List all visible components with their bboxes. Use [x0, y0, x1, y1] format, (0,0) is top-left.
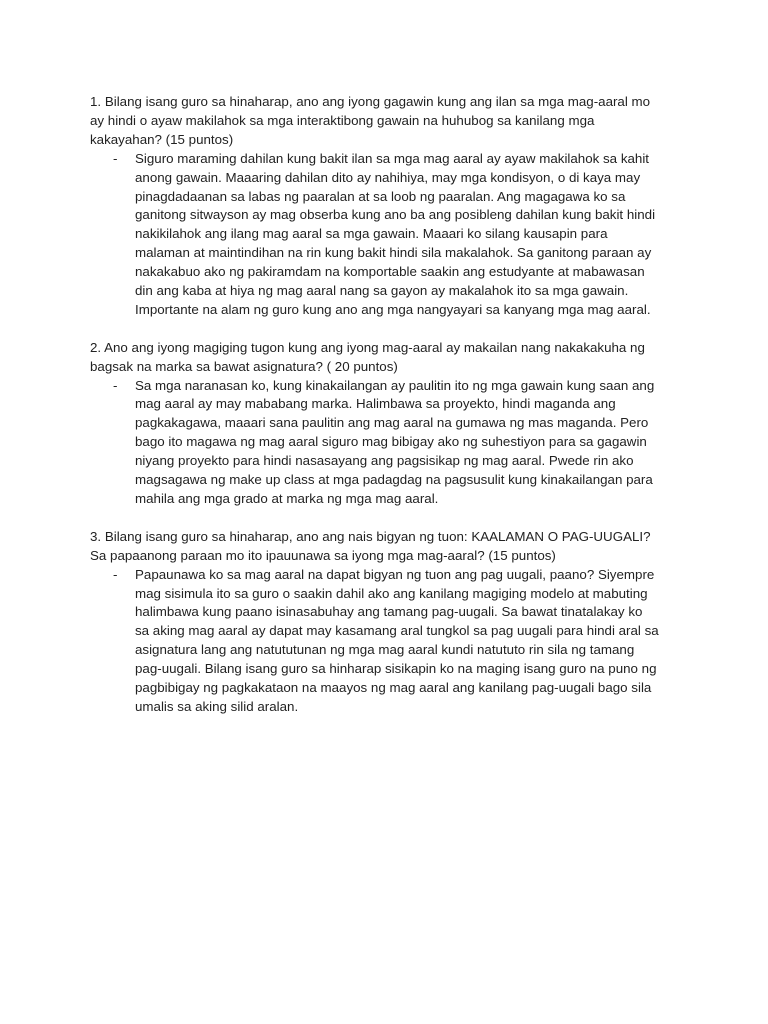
- answer-1-line: Importante na alam ng guro kung ano ang mga nangyayari sa kanyang mga mag aaral.: [135, 301, 651, 317]
- answer-2-line: bago ito magawa ng mag aaral siguro mag bibigay ako ng suhestiyon para sa gagawin: [135, 434, 647, 450]
- question-1-line: ay hindi o ayaw makilahok sa mga interaktibong gawain na huhubog sa kanilang mga: [90, 112, 595, 128]
- question-1: [90, 93, 686, 150]
- answer-3-line: asignatura lang ang natututunan ng mga mag aaral kundi natututo rin sila ng tamang: [135, 642, 635, 658]
- answer-3: [135, 566, 686, 717]
- bullet-dash: -: [113, 377, 118, 393]
- answer-1-row: [90, 150, 686, 320]
- question-3-line: 3. Bilang isang guro sa hinaharap, ano ang nais bigyan ng tuon: KAALAMAN O PAG-UUGALI?: [90, 528, 651, 544]
- question-block-3: [90, 528, 686, 717]
- answer-1-line: nakakabuo ako ng pakiramdam na komportable saakin ang estudyante at mabawasan: [135, 264, 645, 280]
- question-block-1: [90, 93, 686, 320]
- answer-3-line: umalis sa aking silid aralan.: [135, 698, 299, 714]
- answer-1-line: din ang kaba at hiya ng mag aaral nang sa gayon ay makalahok ito sa mga gawain.: [135, 283, 629, 299]
- answer-2: [135, 377, 686, 509]
- bullet-dash: -: [113, 566, 118, 582]
- answer-3-line: halimbawa kung paano isinasabuhay ang tamang pag-uugali. Sa bawat tinatalakay ko: [135, 604, 643, 620]
- answer-1-line: nakikilahok ang ilang mag aaral sa mga gawain. Maaari ko silang kausapin para: [135, 226, 608, 242]
- answer-2-line: mag aaral ay may mababang marka. Halimbawa sa proyekto, hindi maganda ang: [135, 396, 616, 412]
- question-1-line: kakayahan? (15 puntos): [90, 131, 234, 147]
- answer-1-line: Siguro maraming dahilan kung bakit ilan sa mga mag aaral ay ayaw makilahok sa kahit: [135, 150, 650, 166]
- answer-2-line: niyang proyekto para hindi nasasayang ang pagsisikap ng mag aaral. Pwede rin ako: [135, 453, 634, 469]
- answer-3-line: sa aking mag aaral ay dapat may kasamang aral tungkol sa pag uugali para hindi aral sa: [135, 623, 659, 639]
- answer-3-line: Papaunawa ko sa mag aaral na dapat bigyan ng tuon ang pag uugali, paano? Siyempre: [135, 566, 655, 582]
- question-3: [90, 528, 686, 566]
- answer-2-line: mahila ang mga grado at marka ng mga mag aaral.: [135, 491, 439, 507]
- answer-1-line: pinagdadaanan sa labas ng paaralan at sa loob ng paaralan. Ang magagawa ko sa: [135, 188, 626, 204]
- question-2-line: bagsak na marka sa bawat asignatura? ( 20 puntos): [90, 358, 398, 374]
- answer-3-line: pag-uugali. Bilang isang guro sa hinharap sisikapin ko na maging isang guro na puno ng: [135, 661, 657, 677]
- answer-1-line: ganitong sitwayson ay mag obserba kung ano ba ang posibleng dahilan kung bakit hindi: [135, 207, 656, 223]
- question-2: [90, 339, 686, 377]
- answer-2-line: Sa mga naranasan ko, kung kinakailangan ay paulitin ito ng mga gawain kung saan ang: [135, 377, 655, 393]
- answer-1: [135, 150, 686, 320]
- question-block-2: [90, 339, 686, 509]
- answer-2-row: [90, 377, 686, 509]
- answer-2-line: magsagawa ng make up class at mga padagdag na pagsusulit kung kinakailangan para: [135, 472, 653, 488]
- answer-3-row: [90, 566, 686, 717]
- answer-3-line: pagbibigay ng pagkakataon na maayos ng mag aaral ang kanilang pag-uugali bago sila: [135, 680, 652, 696]
- question-2-line: 2. Ano ang iyong magiging tugon kung ang iyong mag-aaral ay makailan nang nakakakuha ng: [90, 339, 645, 355]
- question-3-line: Sa papaanong paraan mo ito ipauunawa sa iyong mga mag-aaral? (15 puntos): [90, 547, 556, 563]
- bullet-dash: -: [113, 150, 118, 166]
- document-page: [90, 93, 686, 736]
- answer-1-line: anong gawain. Maaaring dahilan dito ay nahihiya, may mga kondisyon, o di kaya may: [135, 169, 641, 185]
- answer-1-line: malaman at maintindihan na rin kung bakit hindi sila makalahok. Sa ganitong paraan ay: [135, 245, 652, 261]
- answer-2-line: pagkakagawa, maaari sana paulitin ang mag aaral na gumawa ng mas maganda. Pero: [135, 415, 649, 431]
- answer-3-line: mag sisimula ito sa guro o saakin dahil ako ang kanilang magiging modelo at mabuting: [135, 585, 648, 601]
- question-1-line: 1. Bilang isang guro sa hinaharap, ano ang iyong gagawin kung ang ilan sa mga mag-aaral mo: [90, 94, 651, 109]
